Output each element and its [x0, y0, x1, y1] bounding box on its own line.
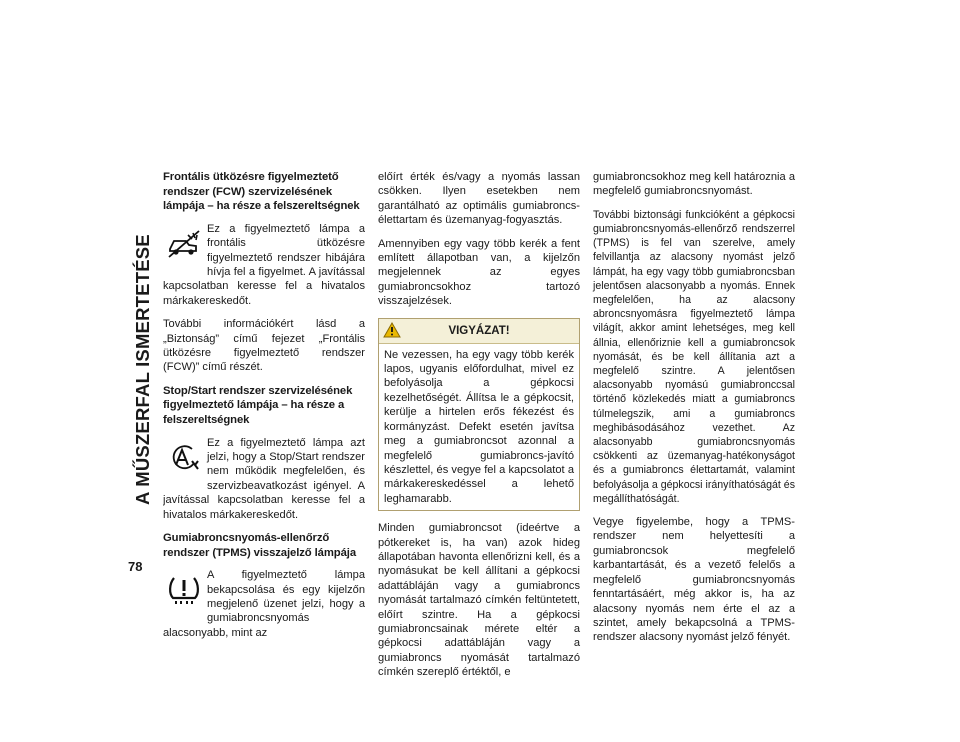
col3-paragraph-2: További biztonsági funkcióként a gépkocsi gumiabroncsnyomás-ellenőrző rendszerrel (TPMS) is fel van szerelve, amely felvillantja az alacsony nyomást jelző lámpát, ha egy vagy több gumiabroncsban jelentősen alacsonyabb a nyomás. Ennek megfelelően, ha az alacsony abroncsnyomásra figyelmeztető lámpa világít, akkor amint lehetséges, meg kell állnia, ellenőriznie kell a gumiabroncsok nyomását, és be kell állítania azt a megfelelő szintre. A jelentősen alacsonyabb nyomású gumiabronccsal történő közlekedés miatt a gumiabroncs túlmelegszik, ami a gumiabroncs meghibásodásához vezethet. Az alacsonyabb gumiabroncsnyomás csökkenti az üzemanyag-hatékonyságot és a gumiabroncs élettartamát, valamint befolyásolja a gépkocsi irányíthatóságát és megállíthatóságát. — [593, 208, 795, 505]
tpms-warning-icon — [163, 568, 205, 612]
heading-fcw: Frontális ütközésre figyelmeztető rendszer (FCW) szervizelésének lámpája – ha része a felszereltségnek — [163, 171, 360, 213]
col3-paragraph-1: gumiabroncsokhoz meg kell határoznia a megfelelő gumiabroncsnyomást. — [593, 171, 795, 198]
col2-paragraph-1: előírt érték és/vagy a nyomás lassan csökken. Ilyen esetekben nem garantálható az optimális gumiabroncs-élettartam és üzemanyag-fogyasztás. — [378, 171, 580, 227]
fcw-warning-icon — [163, 222, 205, 266]
chapter-side-tab — [128, 165, 158, 505]
warning-box — [378, 318, 580, 511]
tpms-text: A figyelmeztető lámpa bekapcsolása és egy kijelzőn megjelenő üzenet jelzi, hogy a gumiabroncsnyomás alacsonyabb, mint az — [163, 569, 365, 639]
fcw-more-info: További információkért lásd a „Biztonság” című fejezet „Frontális ütközésre figyelmeztető rendszer (FCW)” című részét. — [163, 318, 365, 374]
col2-paragraph-2: Amennyiben egy vagy több kerék a fent említett állapotban van, a kijelzőn megjelennek az egyes gumiabroncsokhoz tartozó visszajelzések. — [378, 237, 580, 308]
col2-paragraph-3: Minden gumiabroncsot (ideértve a pótkereket is, ha van) azok hideg állapotában havonta ellenőrizni kell, és a nyomásukat be kell állítani a gépkocsi adattábláján vagy a gumiabroncs nyomását tartalmazó címkén feltüntetett, előírt szintre. Ha a gépkocsi gumiabroncsainak mérete eltér a gépkocsi adattábláján vagy a gumiabroncs nyomását tartalmazó címkén szereplő értéktől, e — [378, 522, 580, 679]
column-2 — [378, 170, 580, 689]
warning-header — [379, 319, 579, 344]
tpms-block — [163, 568, 365, 640]
heading-tpms: Gumiabroncsnyomás-ellenőrző rendszer (TPMS) visszajelző lámpája — [163, 532, 357, 559]
warning-text: Ne vezessen, ha egy vagy több kerék lapos, ugyanis előfordulhat, mivel ez befolyásolja a gépkocsi kezelhetőségét. Állítsa le a gépkocsit, kerülje a hirtelen erős fékezést és kormányzást. Defekt esetén javítsa meg a gumiabroncsot azonnal a megfelelő gumiabroncs-javító készlettel, és vegye fel a kapcsolatot a márkakereskedéssel a lehető leghamarabb. — [384, 348, 574, 505]
column-1 — [163, 170, 365, 649]
chapter-title: A MŰSZERFAL ISMERTETÉSE — [132, 234, 153, 505]
fcw-text: Ez a figyelmeztető lámpa a frontális ütközésre figyelmeztető rendszer hibájára hívja fel a figyelmet. A javítással kapcsolatban keresse fel a hivatalos márkakereskedőt. — [163, 222, 365, 307]
warning-triangle-icon — [383, 322, 401, 338]
stop-start-block — [163, 436, 365, 522]
stop-start-service-icon — [163, 436, 205, 480]
fcw-block — [163, 222, 365, 308]
column-3 — [593, 170, 795, 654]
stop-start-text: Ez a figyelmeztető lámpa azt jelzi, hogy a Stop/Start rendszer nem működik megfelelően, és szervizbeavatkozást igényel. A javítással kapcsolatban keresse fel a hivatalos márkakereskedőt. — [163, 436, 365, 521]
col3-paragraph-3: Vegye figyelembe, hogy a TPMS-rendszer nem helyettesíti a gumiabroncsok megfelelő karbantartását, és a vezető felelős a megfelelő gumiabroncsnyomás fenntartásáért, még akkor is, ha az alacsony nyomás nem érte el az a szintet, amely bekapcsolná a TPMS-rendszer alacsony nyomást jelző fényét. — [593, 516, 795, 644]
warning-title: VIGYÁZAT! — [448, 324, 510, 337]
heading-stop-start: Stop/Start rendszer szervizelésének figyelmeztető lámpája – ha része a felszereltségnek — [163, 384, 353, 427]
page-number: 78 — [128, 559, 143, 574]
